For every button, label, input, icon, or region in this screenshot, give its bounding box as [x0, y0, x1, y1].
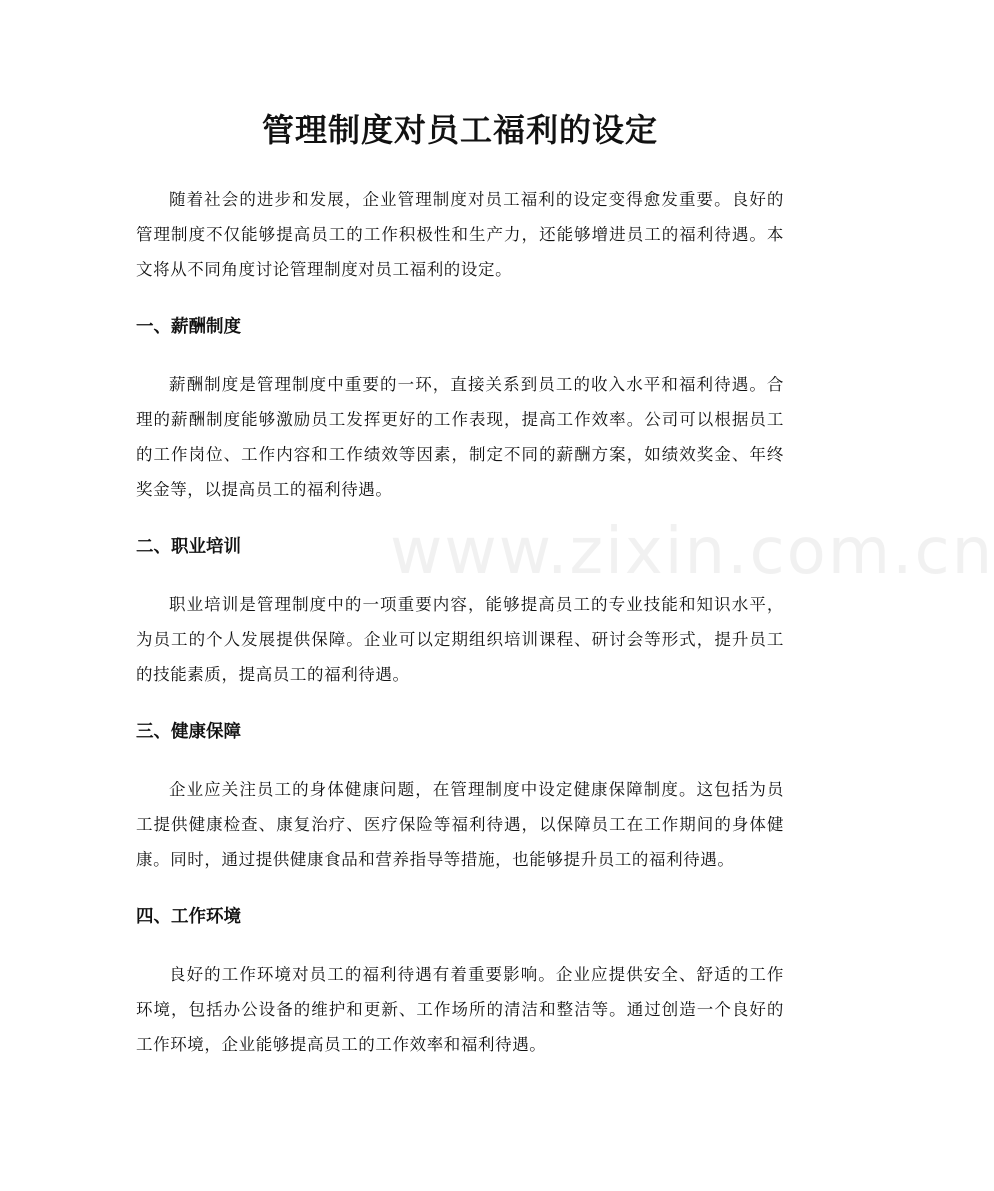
section-health	[136, 715, 784, 877]
section-heading: 二、职业培训	[136, 537, 241, 557]
section-paragraph: 职业培训是管理制度中的一项重要内容，能够提高员工的专业技能和知识水平，为员工的个人发展提供保障。企业可以定期组织培训课程、研讨会等形式，提升员工的技能素质，提高员工的福利待遇。	[136, 595, 784, 684]
section-environment	[136, 900, 784, 1062]
document-body	[136, 182, 784, 1062]
section-training	[136, 530, 784, 692]
watermark-text: www.zixin.com.cn	[390, 515, 994, 589]
section-heading: 四、工作环境	[136, 907, 241, 927]
section-paragraph: 良好的工作环境对员工的福利待遇有着重要影响。企业应提供安全、舒适的工作环境，包括办公设备的维护和更新、工作场所的清洁和整洁等。通过创造一个良好的工作环境，企业能够提高员工的工作效率和福利待遇。	[136, 965, 784, 1054]
page-title: 管理制度对员工福利的设定	[261, 111, 658, 149]
section-salary	[136, 310, 784, 507]
section-heading: 一、薪酬制度	[136, 317, 241, 337]
section-paragraph: 企业应关注员工的身体健康问题，在管理制度中设定健康保障制度。这包括为员工提供健康检查、康复治疗、医疗保险等福利待遇，以保障员工在工作期间的身体健康。同时，通过提供健康食品和营养指导等措施，也能够提升员工的福利待遇。	[136, 780, 784, 869]
section-heading: 三、健康保障	[136, 722, 241, 742]
intro-paragraph: 随着社会的进步和发展，企业管理制度对员工福利的设定变得愈发重要。良好的管理制度不仅能够提高员工的工作积极性和生产力，还能够增进员工的福利待遇。本文将从不同角度讨论管理制度对员工福利的设定。	[136, 190, 784, 279]
section-paragraph: 薪酬制度是管理制度中重要的一环，直接关系到员工的收入水平和福利待遇。合理的薪酬制度能够激励员工发挥更好的工作表现，提高工作效率。公司可以根据员工的工作岗位、工作内容和工作绩效等因素，制定不同的薪酬方案，如绩效奖金、年终奖金等，以提高员工的福利待遇。	[136, 375, 784, 499]
